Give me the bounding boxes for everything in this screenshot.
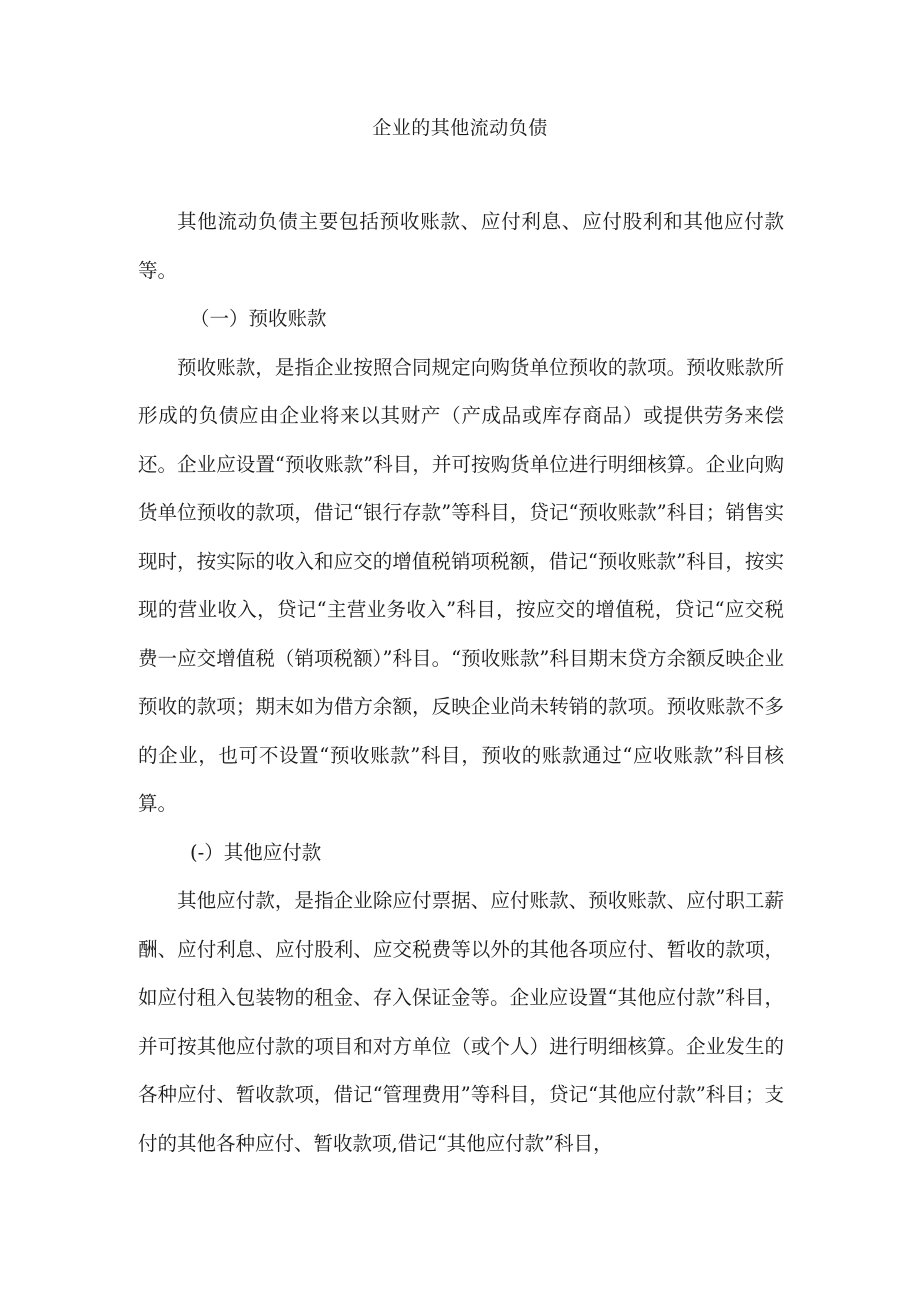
intro-paragraph: 其他流动负债主要包括预收账款、应付利息、应付股利和其他应付款等。	[138, 210, 784, 282]
page-title: 企业的其他流动负债	[372, 117, 548, 139]
section-text-other-payables: 其他应付款，是指企业除应付票据、应付账款、预收账款、应付职工薪酬、应付利息、应付股利、应交税费等以外的其他各项应付、暂收的款项，如应付租入包装物的租金、存入保证金等。企业应设置“其他应付款”科目，并可按其他应付款的项目和对方单位（或个人）进行明细核算。企业发生的各种应付、暂收款项，借记“管理费用”等科目，贷记“其他应付款”科目；支付的其他各种应付、暂收款项,借记“其他应付款”科目，	[138, 889, 784, 1155]
document-body	[138, 198, 784, 1168]
section-heading-other-payables: (-）其他应付款	[190, 840, 322, 864]
section-heading-advance-receipts: （一）预收账款	[190, 307, 327, 330]
section-text-advance-receipts: 预收账款，是指企业按照合同规定向购货单位预收的款项。预收账款所形成的负债应由企业将来以其财产（产成品或库存商品）或提供劳务来偿还。企业应设置“预收账款”科目，并可按购货单位进行明细核算。企业向购货单位预收的款项，借记“银行存款”等科目，贷记“预收账款”科目；销售实现时，按实际的收入和应交的增值税销项税额，借记“预收账款”科目，按实现的营业收入，贷记“主营业务收入”科目，按应交的增值税，贷记“应交税费一应交增值税（销项税额）”科目。“预收账款”科目期末贷方余额反映企业预收的款项；期末如为借方余额，反映企业尚未转销的款项。预收账款不多的企业，也可不设置“预收账款”科目，预收的账款通过“应收账款”科目核算。	[138, 355, 784, 815]
